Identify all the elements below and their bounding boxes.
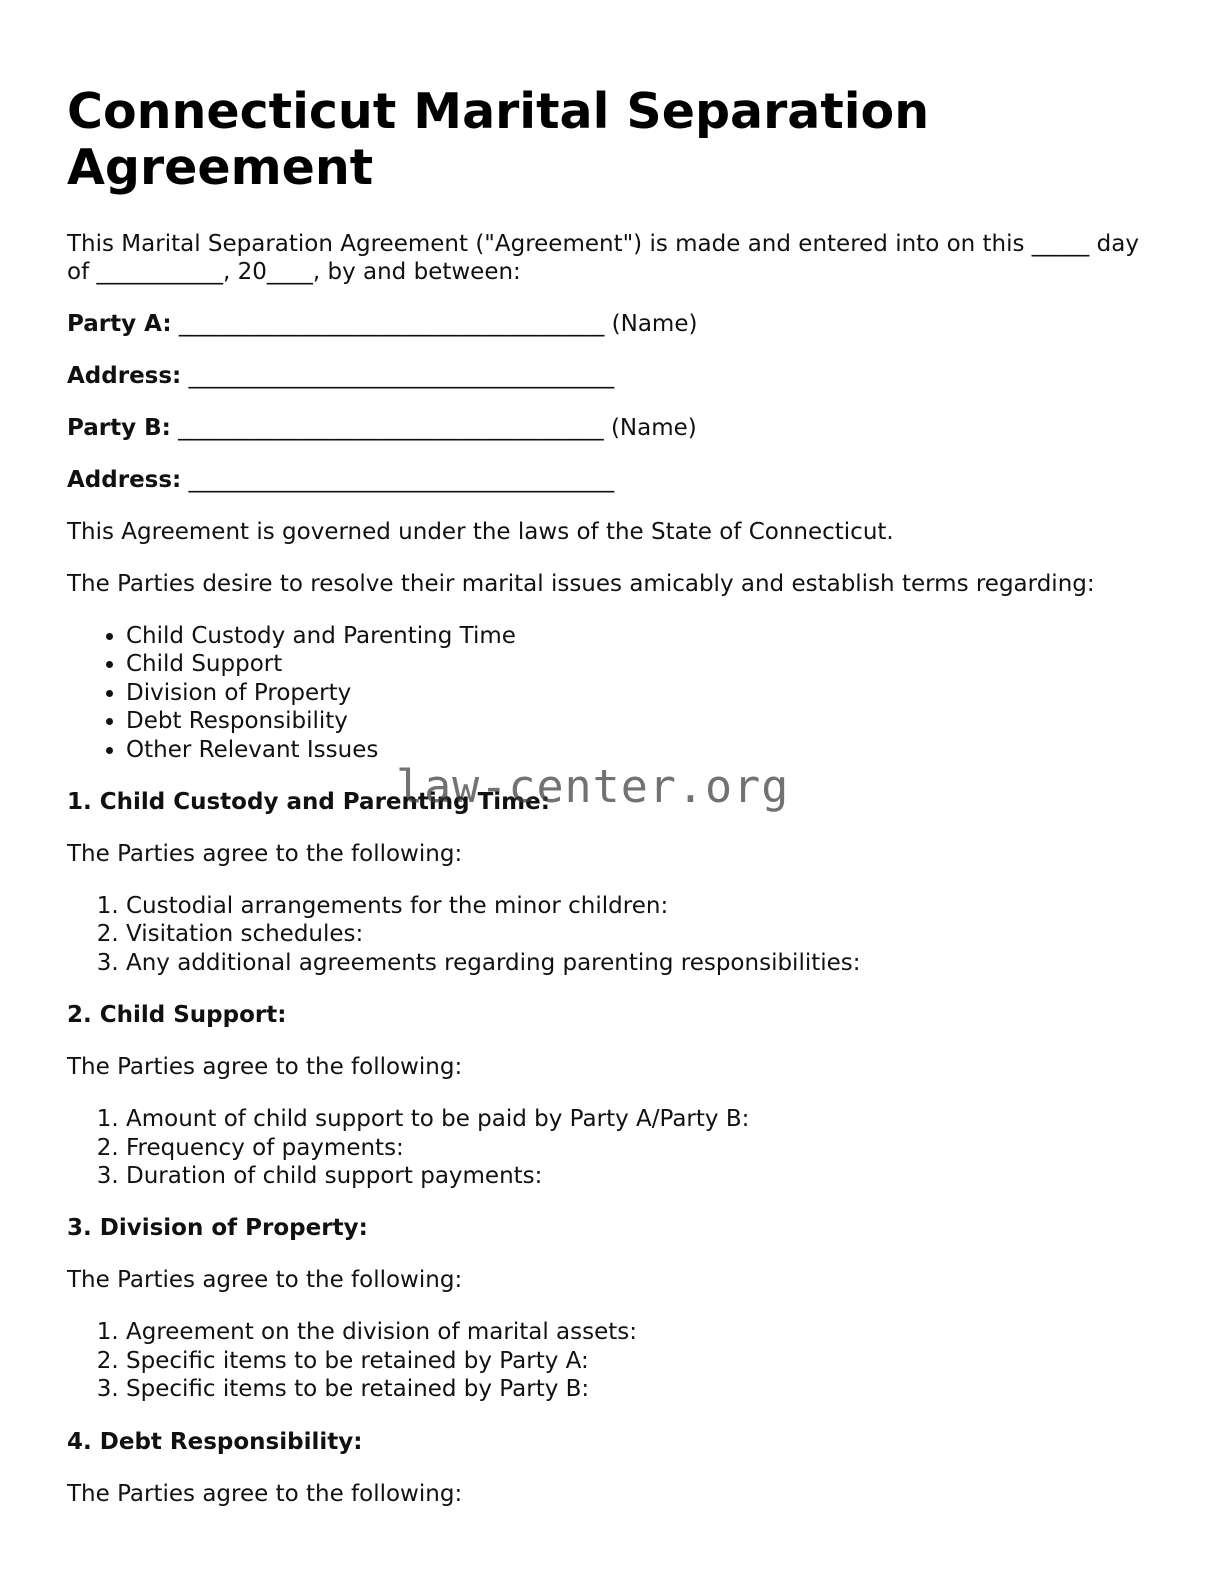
list-item: 1. Custodial arrangements for the minor children:	[126, 892, 1167, 920]
intro-paragraph: This Marital Separation Agreement ("Agreement") is made and entered into on this _____ day of ___________, 20____, by and between:	[67, 231, 1139, 285]
list-item: 1. Agreement on the division of marital assets:	[126, 1318, 1167, 1346]
party-a-address-field	[67, 362, 1167, 390]
watermark: law-center.org	[396, 760, 790, 813]
section-lead-debt: The Parties agree to the following:	[67, 1480, 463, 1507]
list-item: 2. Visitation schedules:	[126, 920, 1167, 948]
section-list-support	[67, 1105, 1167, 1190]
party-a-field	[67, 310, 1167, 338]
list-item: 1. Amount of child support to be paid by Party A/Party B:	[126, 1105, 1167, 1133]
section-lead-custody: The Parties agree to the following:	[67, 841, 463, 868]
list-item: 2. Frequency of payments:	[126, 1134, 1167, 1162]
document-title: Connecticut Marital Separation Agreement	[67, 83, 930, 196]
desire-paragraph: The Parties desire to resolve their marital issues amicably and establish terms regarding:	[67, 571, 1095, 597]
party-a-suffix: (Name)	[611, 311, 698, 337]
list-item: • Debt Responsibility	[126, 707, 1167, 735]
list-item: 3. Duration of child support payments:	[126, 1162, 1167, 1190]
section-heading-custody: 1. Child Custody and Parenting Time:	[67, 789, 550, 816]
section-heading-debt: 4. Debt Responsibility:	[67, 1428, 363, 1455]
section-list-property	[67, 1318, 1167, 1403]
party-a-address-blank: _____________________________________	[188, 363, 615, 389]
governing-law-paragraph: This Agreement is governed under the laws of the State of Connecticut.	[67, 519, 894, 545]
party-a-address-label: Address:	[67, 363, 182, 389]
list-item: • Division of Property	[126, 679, 1167, 707]
party-b-suffix: (Name)	[610, 415, 697, 441]
list-item: 2. Specific items to be retained by Party A:	[126, 1347, 1167, 1375]
document-page	[67, 84, 1167, 1532]
section-heading-support: 2. Child Support:	[67, 1002, 287, 1029]
party-b-label: Party B:	[67, 415, 171, 441]
party-a-blank: _____________________________________	[178, 311, 605, 337]
party-b-address-field	[67, 466, 1167, 494]
party-a-label: Party A:	[67, 311, 172, 337]
topics-list	[67, 622, 1167, 764]
list-item: 3. Specific items to be retained by Party B:	[126, 1375, 1167, 1403]
party-b-field	[67, 414, 1167, 442]
section-list-custody	[67, 892, 1167, 977]
party-b-address-label: Address:	[67, 467, 182, 493]
list-item: 3. Any additional agreements regarding parenting responsibilities:	[126, 949, 1167, 977]
list-item: • Other Relevant Issues	[126, 736, 1167, 764]
section-heading-property: 3. Division of Property:	[67, 1215, 368, 1242]
section-lead-property: The Parties agree to the following:	[67, 1267, 463, 1294]
party-b-blank: _____________________________________	[178, 415, 604, 441]
list-item: • Child Support	[126, 650, 1167, 678]
list-item: • Child Custody and Parenting Time	[126, 622, 1167, 650]
section-lead-support: The Parties agree to the following:	[67, 1054, 463, 1081]
party-b-address-blank: _____________________________________	[188, 467, 615, 493]
